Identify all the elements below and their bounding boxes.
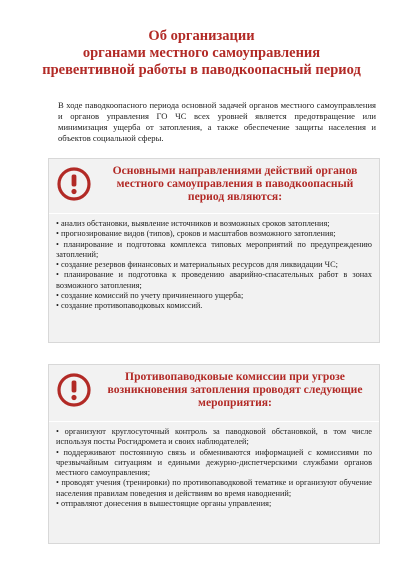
page-title xyxy=(0,28,403,79)
list-item: • создание резервов финансовых и материальных ресурсов для ликвидации ЧС; xyxy=(56,260,338,270)
list-item: • поддерживают постоянную связь и обмениваются информацией с комиссиями по чрезвычайным ситуациям и едиными дежурно-диспетчерскими службами органов местного самоуправления; xyxy=(56,447,372,478)
list-item: • создание противопаводковых комиссий. xyxy=(56,301,203,311)
directions-card-title xyxy=(95,164,375,203)
list-item: • отправляют донесения в вышестоящие органы управления; xyxy=(56,499,272,509)
directions-card-header xyxy=(49,159,379,207)
list-item: • проводят учения (тренировки) по противопаводковой тематике и организуют обучение населения правилам поведения и действиям во время наводнений; xyxy=(56,478,372,498)
exclamation-circle-icon xyxy=(57,167,91,201)
card-divider xyxy=(49,421,379,422)
commissions-card xyxy=(48,364,380,544)
directions-list xyxy=(56,219,372,312)
card-title-line: период являются: xyxy=(187,190,283,203)
commissions-card-header xyxy=(49,365,379,419)
exclamation-circle-icon xyxy=(57,373,91,407)
card-title-line: возникновения затопления проводят следующие xyxy=(107,383,363,396)
title-line-3: превентивной работы в паводкоопасный период xyxy=(42,62,361,78)
card-title-line: Противопаводковые комиссии при угрозе xyxy=(125,370,345,383)
card-title-line: местного самоуправления в паводкоопасный xyxy=(116,177,354,190)
list-item: • анализ обстановки, выявление источников и возможных сроков затопления; xyxy=(56,219,330,228)
title-line-1: Об организации xyxy=(148,28,255,44)
commissions-list xyxy=(56,427,372,509)
directions-card xyxy=(48,158,380,343)
card-title-line: мероприятия: xyxy=(198,396,272,409)
card-divider xyxy=(49,213,379,214)
list-item: • планирование и подготовка к проведению аварийно-спасательных работ в зонах возможного затопления; xyxy=(56,270,372,290)
list-item: • создание комиссий по учету причиненного ущерба; xyxy=(56,291,244,301)
list-item: • организуют круглосуточный контроль за паводковой обстановкой, в том числе используя посты Росгидромета и своих наблюдателей; xyxy=(56,427,372,447)
commissions-card-title xyxy=(95,370,375,409)
card-title-line: Основными направлениями действий органов xyxy=(112,164,358,177)
list-item: • планирование и подготовка комплекса типовых мероприятий по предупреждению затоплений; xyxy=(56,239,372,259)
list-item: • прогнозирование видов (типов), сроков и масштабов возможного затопления; xyxy=(56,229,336,239)
intro-paragraph: В ходе паводкоопасного периода основной задачей органов местного самоуправления и органов управления ГО ЧС всех уровней является предотвращение или минимизация ущерба от затопления, а также обеспечение защиты населения и объектов социальной сферы. xyxy=(58,100,376,143)
title-line-2: органами местного самоуправления xyxy=(82,45,321,61)
